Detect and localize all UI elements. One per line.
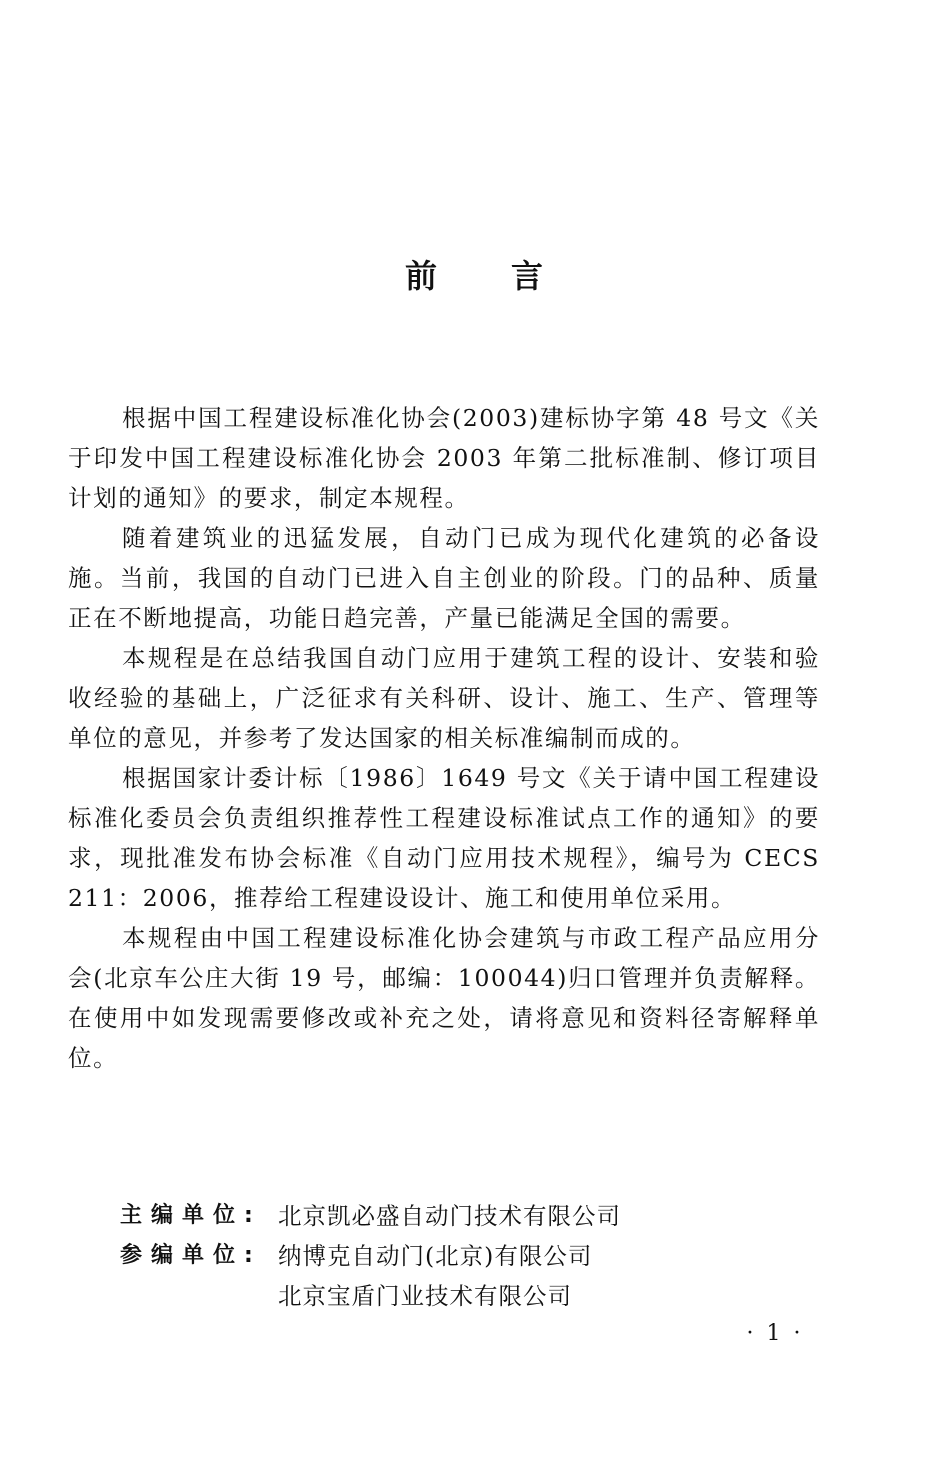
participant-row	[120, 1236, 820, 1276]
paragraph: 根据中国工程建设标准化协会(2003)建标协字第 48 号文《关于印发中国工程建设标准化协会 2003 年第二批标准制、修订项目计划的通知》的要求，制定本规程。	[68, 404, 820, 512]
title-char-2: 言	[511, 257, 546, 295]
preface-body	[68, 398, 820, 1078]
paragraph: 根据国家计委计标〔1986〕1649 号文《关于请中国工程建设标准化委员会负责组织推荐性工程建设标准试点工作的通知》的要求，现批准发布协会标准《自动门应用技术规程》，编号为 CECS 211：2006，推荐给工程建设设计、施工和使用单位采用。	[68, 764, 820, 912]
page-title	[0, 252, 950, 300]
chief-editor-row	[120, 1196, 820, 1236]
page-number: · 1 ·	[746, 1321, 804, 1346]
participant-label: 参编单位:	[120, 1243, 262, 1268]
credits-block	[120, 1196, 820, 1316]
participant-value: 北京宝盾门业技术有限公司	[278, 1282, 572, 1310]
title-char-1: 前	[404, 257, 439, 295]
chief-editor-value: 北京凯必盛自动门技术有限公司	[278, 1202, 621, 1230]
chief-editor-label: 主编单位:	[120, 1203, 262, 1228]
paragraph: 本规程是在总结我国自动门应用于建筑工程的设计、安装和验收经验的基础上，广泛征求有关科研、设计、施工、生产、管理等单位的意见，并参考了发达国家的相关标准编制而成的。	[68, 644, 820, 752]
participant-value: 纳博克自动门(北京)有限公司	[278, 1242, 593, 1270]
paragraph: 本规程由中国工程建设标准化协会建筑与市政工程产品应用分会(北京车公庄大街 19 号，邮编：100044)归口管理并负责解释。在使用中如发现需要修改或补充之处，请将意见和资料径寄解释单位。	[68, 924, 820, 1072]
paragraph: 随着建筑业的迅猛发展，自动门已成为现代化建筑的必备设施。当前，我国的自动门已进入自主创业的阶段。门的品种、质量正在不断地提高，功能日趋完善，产量已能满足全国的需要。	[68, 524, 820, 632]
participant-row	[120, 1276, 820, 1316]
